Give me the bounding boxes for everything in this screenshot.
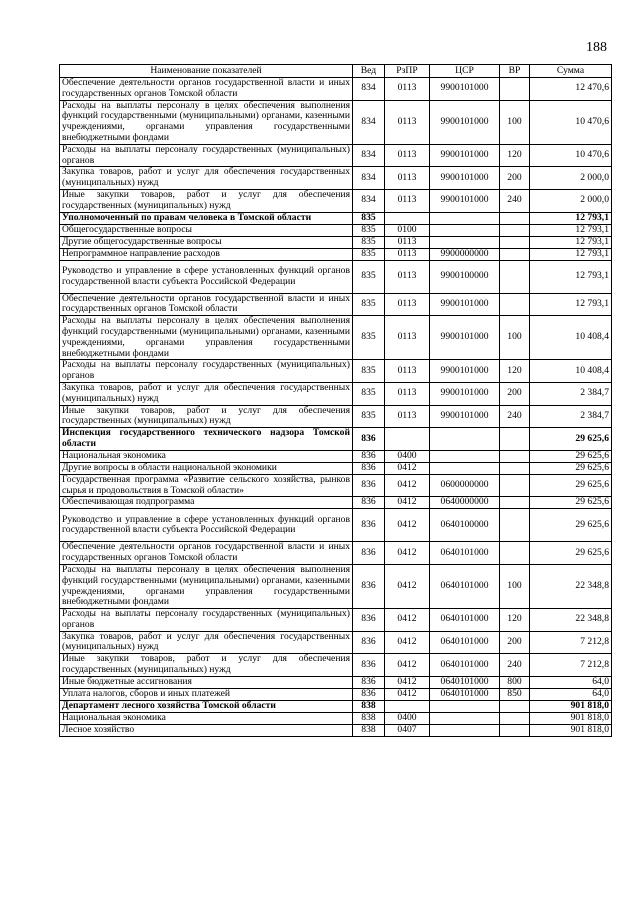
row-sum: 901 818,0: [530, 700, 612, 712]
row-name: Расходы на выплаты персоналу в целях обеспечения выполнения функций государственными (муниципальными) органами, казенными учреждениями, органами управления государственными внебюджетными фондами: [60, 100, 353, 144]
page-number: 188: [586, 40, 607, 55]
row-rzpr: [385, 700, 430, 712]
row-rzpr: 0113: [385, 316, 430, 360]
row-csr: 9900100000: [430, 260, 500, 293]
header-sum: Сумма: [530, 65, 612, 78]
row-sum: 2 384,7: [530, 405, 612, 428]
row-ved: 838: [353, 700, 385, 712]
row-csr: 9900101000: [430, 293, 500, 316]
row-vr: [500, 724, 530, 736]
row-csr: [430, 212, 500, 224]
row-name: Иные бюджетные ассигнования: [60, 676, 353, 688]
table-header-row: [60, 65, 612, 78]
table-row: [60, 474, 612, 497]
row-name: Государственная программа «Развитие сельского хозяйства, рынков сырья и продовольствия в Томской области»: [60, 474, 353, 497]
row-sum: 22 348,8: [530, 609, 612, 632]
row-name: Национальная экономика: [60, 712, 353, 724]
row-vr: 120: [500, 144, 530, 167]
table-row: [60, 260, 612, 293]
table-row: [60, 224, 612, 236]
table-row: [60, 688, 612, 700]
row-csr: [430, 712, 500, 724]
table-row: [60, 724, 612, 736]
row-ved: 836: [353, 676, 385, 688]
row-rzpr: 0113: [385, 405, 430, 428]
table-row: [60, 212, 612, 224]
table-row: [60, 450, 612, 462]
table-row: [60, 236, 612, 248]
table-row: [60, 654, 612, 677]
row-vr: [500, 212, 530, 224]
row-sum: 29 625,6: [530, 462, 612, 474]
row-name: Другие вопросы в области национальной экономики: [60, 462, 353, 474]
row-vr: [500, 542, 530, 565]
row-sum: 29 625,6: [530, 428, 612, 451]
row-ved: 836: [353, 450, 385, 462]
row-ved: 835: [353, 360, 385, 383]
row-name: Расходы на выплаты персоналу государственных (муниципальных) органов: [60, 609, 353, 632]
row-csr: 0640101000: [430, 542, 500, 565]
row-rzpr: 0113: [385, 78, 430, 101]
row-sum: 10 408,4: [530, 360, 612, 383]
row-rzpr: [385, 428, 430, 451]
table-row: [60, 609, 612, 632]
header-csr: ЦСР: [430, 65, 500, 78]
row-ved: 836: [353, 609, 385, 632]
row-name: Руководство и управление в сфере установленных функций органов государственной власти субъекта Российской Федерации: [60, 509, 353, 542]
row-ved: 835: [353, 316, 385, 360]
row-rzpr: 0412: [385, 497, 430, 509]
row-csr: [430, 236, 500, 248]
row-vr: 200: [500, 382, 530, 405]
row-sum: 64,0: [530, 688, 612, 700]
row-csr: 0640101000: [430, 654, 500, 677]
row-csr: 0640101000: [430, 609, 500, 632]
row-ved: 836: [353, 474, 385, 497]
row-name: Иные закупки товаров, работ и услуг для обеспечения государственных (муниципальных) нужд: [60, 189, 353, 212]
row-name: Расходы на выплаты персоналу государственных (муниципальных) органов: [60, 360, 353, 383]
row-sum: 12 793,1: [530, 236, 612, 248]
row-sum: 22 348,8: [530, 564, 612, 608]
row-vr: [500, 450, 530, 462]
row-ved: 836: [353, 631, 385, 654]
row-ved: 834: [353, 189, 385, 212]
table-row: [60, 100, 612, 144]
row-csr: 0600000000: [430, 474, 500, 497]
row-sum: 12 793,1: [530, 212, 612, 224]
row-vr: 850: [500, 688, 530, 700]
row-vr: 100: [500, 100, 530, 144]
row-ved: 835: [353, 293, 385, 316]
table-row: [60, 497, 612, 509]
row-rzpr: 0412: [385, 542, 430, 565]
row-rzpr: 0412: [385, 509, 430, 542]
row-rzpr: 0113: [385, 144, 430, 167]
row-sum: 29 625,6: [530, 542, 612, 565]
row-sum: 2 000,0: [530, 167, 612, 190]
table-row: [60, 248, 612, 260]
table-row: [60, 78, 612, 101]
row-rzpr: 0113: [385, 100, 430, 144]
row-vr: 200: [500, 167, 530, 190]
row-sum: 10 470,6: [530, 100, 612, 144]
row-rzpr: 0412: [385, 676, 430, 688]
row-ved: 836: [353, 497, 385, 509]
row-name: Уплата налогов, сборов и иных платежей: [60, 688, 353, 700]
row-name: Другие общегосударственные вопросы: [60, 236, 353, 248]
row-rzpr: 0113: [385, 167, 430, 190]
row-vr: 800: [500, 676, 530, 688]
row-name: Лесное хозяйство: [60, 724, 353, 736]
table-row: [60, 712, 612, 724]
row-rzpr: 0113: [385, 293, 430, 316]
row-name: Иные закупки товаров, работ и услуг для обеспечения государственных (муниципальных) нужд: [60, 405, 353, 428]
row-sum: 64,0: [530, 676, 612, 688]
row-vr: 200: [500, 631, 530, 654]
table-row: [60, 542, 612, 565]
table-row: [60, 360, 612, 383]
row-csr: 9900101000: [430, 382, 500, 405]
row-csr: [430, 428, 500, 451]
row-name: Обеспечение деятельности органов государственной власти и иных государственных органов Томской области: [60, 542, 353, 565]
row-csr: 0640101000: [430, 631, 500, 654]
row-name: Уполномоченный по правам человека в Томской области: [60, 212, 353, 224]
row-csr: 9900101000: [430, 189, 500, 212]
row-rzpr: 0113: [385, 236, 430, 248]
table-row: [60, 428, 612, 451]
row-name: Закупка товаров, работ и услуг для обеспечения государственных (муниципальных) нужд: [60, 167, 353, 190]
row-vr: [500, 78, 530, 101]
budget-table: [59, 64, 612, 737]
table-row: [60, 509, 612, 542]
row-ved: 836: [353, 428, 385, 451]
row-rzpr: 0113: [385, 260, 430, 293]
row-sum: 29 625,6: [530, 509, 612, 542]
row-sum: 12 793,1: [530, 293, 612, 316]
table-row: [60, 316, 612, 360]
row-vr: 240: [500, 654, 530, 677]
row-ved: 835: [353, 212, 385, 224]
row-vr: [500, 248, 530, 260]
row-vr: [500, 224, 530, 236]
row-csr: 0640101000: [430, 676, 500, 688]
row-name: Расходы на выплаты персоналу государственных (муниципальных) органов: [60, 144, 353, 167]
row-sum: 12 793,1: [530, 260, 612, 293]
row-rzpr: 0412: [385, 609, 430, 632]
row-ved: 836: [353, 542, 385, 565]
row-csr: 0640101000: [430, 688, 500, 700]
row-name: Расходы на выплаты персоналу в целях обеспечения выполнения функций государственными (муниципальными) органами, казенными учреждениями, органами управления государственными внебюджетными фондами: [60, 316, 353, 360]
table-row: [60, 382, 612, 405]
row-name: Обеспечение деятельности органов государственной власти и иных государственных органов Томской области: [60, 78, 353, 101]
row-rzpr: 0412: [385, 564, 430, 608]
row-sum: 2 000,0: [530, 189, 612, 212]
row-name: Иные закупки товаров, работ и услуг для обеспечения государственных (муниципальных) нужд: [60, 654, 353, 677]
row-sum: 901 818,0: [530, 712, 612, 724]
row-rzpr: 0412: [385, 688, 430, 700]
row-vr: [500, 236, 530, 248]
header-vr: ВР: [500, 65, 530, 78]
row-vr: [500, 293, 530, 316]
table-row: [60, 631, 612, 654]
row-name: Непрограммное направление расходов: [60, 248, 353, 260]
row-ved: 836: [353, 564, 385, 608]
row-name: Руководство и управление в сфере установленных функций органов государственной власти субъекта Российской Федерации: [60, 260, 353, 293]
row-csr: [430, 700, 500, 712]
row-name: Инспекция государственного технического надзора Томской области: [60, 428, 353, 451]
row-name: Закупка товаров, работ и услуг для обеспечения государственных (муниципальных) нужд: [60, 631, 353, 654]
row-sum: 901 818,0: [530, 724, 612, 736]
row-sum: 7 212,8: [530, 631, 612, 654]
row-rzpr: 0113: [385, 360, 430, 383]
row-name: Закупка товаров, работ и услуг для обеспечения государственных (муниципальных) нужд: [60, 382, 353, 405]
table-row: [60, 167, 612, 190]
row-sum: 2 384,7: [530, 382, 612, 405]
row-rzpr: 0400: [385, 450, 430, 462]
header-ved: Вед: [353, 65, 385, 78]
table-row: [60, 189, 612, 212]
row-csr: 0640100000: [430, 509, 500, 542]
row-csr: 0640000000: [430, 497, 500, 509]
row-csr: 9900101000: [430, 144, 500, 167]
row-vr: 100: [500, 564, 530, 608]
row-vr: 100: [500, 316, 530, 360]
row-vr: 240: [500, 189, 530, 212]
row-vr: [500, 428, 530, 451]
row-sum: 29 625,6: [530, 474, 612, 497]
row-ved: 835: [353, 405, 385, 428]
row-vr: [500, 462, 530, 474]
row-csr: 9900101000: [430, 167, 500, 190]
row-vr: [500, 509, 530, 542]
row-csr: 9900101000: [430, 100, 500, 144]
row-csr: 9900101000: [430, 360, 500, 383]
row-ved: 835: [353, 248, 385, 260]
row-vr: [500, 474, 530, 497]
row-rzpr: 0412: [385, 462, 430, 474]
table-body: [60, 78, 612, 737]
row-name: Общегосударственные вопросы: [60, 224, 353, 236]
row-ved: 834: [353, 100, 385, 144]
row-csr: 9900101000: [430, 78, 500, 101]
row-sum: 29 625,6: [530, 497, 612, 509]
table-row: [60, 462, 612, 474]
table-row: [60, 405, 612, 428]
row-rzpr: 0100: [385, 224, 430, 236]
table-row: [60, 700, 612, 712]
row-rzpr: 0412: [385, 654, 430, 677]
row-rzpr: 0412: [385, 474, 430, 497]
row-csr: [430, 224, 500, 236]
row-sum: 10 408,4: [530, 316, 612, 360]
row-ved: 836: [353, 654, 385, 677]
row-ved: 835: [353, 260, 385, 293]
row-csr: [430, 462, 500, 474]
row-rzpr: 0412: [385, 631, 430, 654]
header-rzpr: РзПР: [385, 65, 430, 78]
row-ved: 836: [353, 509, 385, 542]
row-name: Расходы на выплаты персоналу в целях обеспечения выполнения функций государственными (муниципальными) органами, казенными учреждениями, органами управления государственными внебюджетными фондами: [60, 564, 353, 608]
row-sum: 29 625,6: [530, 450, 612, 462]
row-sum: 7 212,8: [530, 654, 612, 677]
row-sum: 12 470,6: [530, 78, 612, 101]
row-sum: 12 793,1: [530, 224, 612, 236]
row-name: Департамент лесного хозяйства Томской области: [60, 700, 353, 712]
row-vr: 120: [500, 360, 530, 383]
row-rzpr: 0113: [385, 189, 430, 212]
row-ved: 838: [353, 712, 385, 724]
table-row: [60, 676, 612, 688]
row-sum: 12 793,1: [530, 248, 612, 260]
row-rzpr: 0113: [385, 248, 430, 260]
row-csr: [430, 450, 500, 462]
row-ved: 834: [353, 144, 385, 167]
row-rzpr: 0407: [385, 724, 430, 736]
row-ved: 835: [353, 236, 385, 248]
row-rzpr: 0113: [385, 382, 430, 405]
row-vr: 120: [500, 609, 530, 632]
row-ved: 835: [353, 382, 385, 405]
table-row: [60, 293, 612, 316]
row-name: Обеспечение деятельности органов государственной власти и иных государственных органов Томской области: [60, 293, 353, 316]
row-vr: [500, 712, 530, 724]
header-name: Наименование показателей: [60, 65, 353, 78]
row-ved: 834: [353, 78, 385, 101]
row-name: Обеспечивающая подпрограмма: [60, 497, 353, 509]
row-name: Национальная экономика: [60, 450, 353, 462]
row-vr: [500, 700, 530, 712]
row-ved: 836: [353, 688, 385, 700]
row-ved: 838: [353, 724, 385, 736]
row-ved: 836: [353, 462, 385, 474]
row-rzpr: 0400: [385, 712, 430, 724]
row-vr: 240: [500, 405, 530, 428]
table-row: [60, 564, 612, 608]
row-csr: 9900000000: [430, 248, 500, 260]
row-csr: [430, 724, 500, 736]
row-ved: 835: [353, 224, 385, 236]
row-csr: 9900101000: [430, 405, 500, 428]
row-sum: 10 470,6: [530, 144, 612, 167]
table-row: [60, 144, 612, 167]
row-vr: [500, 260, 530, 293]
row-ved: 834: [353, 167, 385, 190]
row-vr: [500, 497, 530, 509]
row-rzpr: [385, 212, 430, 224]
row-csr: 9900101000: [430, 316, 500, 360]
row-csr: 0640101000: [430, 564, 500, 608]
